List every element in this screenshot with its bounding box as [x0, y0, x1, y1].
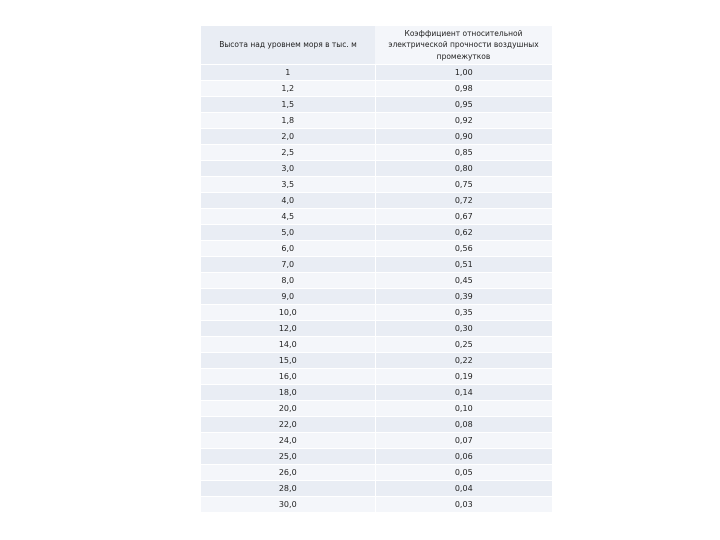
table-row [201, 369, 552, 385]
altitude-coefficient-table [201, 26, 552, 512]
coefficient-cell: 0,03 [375, 497, 552, 513]
altitude-cell: 24,0 [201, 433, 375, 449]
table-row [201, 97, 552, 113]
coefficient-cell: 0,10 [375, 401, 552, 417]
altitude-cell: 3,5 [201, 177, 375, 193]
altitude-cell: 30,0 [201, 497, 375, 513]
coefficient-cell: 0,62 [375, 225, 552, 241]
table-row [201, 209, 552, 225]
altitude-cell: 15,0 [201, 353, 375, 369]
table-row [201, 337, 552, 353]
coefficient-cell: 0,30 [375, 321, 552, 337]
coefficient-cell: 0,08 [375, 417, 552, 433]
table-row [201, 321, 552, 337]
table-row [201, 417, 552, 433]
altitude-cell: 18,0 [201, 385, 375, 401]
table-row [201, 129, 552, 145]
table-row [201, 145, 552, 161]
coefficient-cell: 1,00 [375, 65, 552, 81]
altitude-cell: 8,0 [201, 273, 375, 289]
coefficient-cell: 0,06 [375, 449, 552, 465]
table-row [201, 481, 552, 497]
table-row [201, 257, 552, 273]
coefficient-cell: 0,05 [375, 465, 552, 481]
coefficient-cell: 0,85 [375, 145, 552, 161]
coefficient-cell: 0,14 [375, 385, 552, 401]
coefficient-cell: 0,35 [375, 305, 552, 321]
coefficient-cell: 0,75 [375, 177, 552, 193]
table-header-row [201, 26, 552, 65]
coefficient-cell: 0,80 [375, 161, 552, 177]
altitude-cell: 16,0 [201, 369, 375, 385]
table-row [201, 465, 552, 481]
table-row [201, 401, 552, 417]
table-row [201, 193, 552, 209]
altitude-cell: 14,0 [201, 337, 375, 353]
table-row [201, 353, 552, 369]
altitude-cell: 4,0 [201, 193, 375, 209]
altitude-cell: 7,0 [201, 257, 375, 273]
altitude-cell: 20,0 [201, 401, 375, 417]
altitude-cell: 2,0 [201, 129, 375, 145]
table-row [201, 161, 552, 177]
altitude-cell: 1,2 [201, 81, 375, 97]
table-row [201, 273, 552, 289]
table-row [201, 177, 552, 193]
altitude-cell: 2,5 [201, 145, 375, 161]
coefficient-cell: 0,25 [375, 337, 552, 353]
altitude-cell: 1,8 [201, 113, 375, 129]
coefficient-cell: 0,45 [375, 273, 552, 289]
table-body [201, 65, 552, 513]
altitude-cell: 10,0 [201, 305, 375, 321]
coefficient-cell: 0,56 [375, 241, 552, 257]
coefficient-cell: 0,19 [375, 369, 552, 385]
header-coefficient: Коэффициент относительной электрической прочности воздушных промежутков [375, 26, 552, 65]
table-row [201, 65, 552, 81]
table-row [201, 385, 552, 401]
table-row [201, 433, 552, 449]
table-row [201, 225, 552, 241]
coefficient-cell: 0,67 [375, 209, 552, 225]
coefficient-cell: 0,39 [375, 289, 552, 305]
table-row [201, 449, 552, 465]
altitude-cell: 4,5 [201, 209, 375, 225]
header-altitude: Высота над уровнем моря в тыс. м [201, 26, 375, 65]
coefficient-cell: 0,51 [375, 257, 552, 273]
altitude-cell: 5,0 [201, 225, 375, 241]
coefficient-cell: 0,22 [375, 353, 552, 369]
coefficient-cell: 0,72 [375, 193, 552, 209]
table-row [201, 241, 552, 257]
altitude-cell: 22,0 [201, 417, 375, 433]
table-row [201, 81, 552, 97]
altitude-cell: 26,0 [201, 465, 375, 481]
coefficient-cell: 0,92 [375, 113, 552, 129]
altitude-cell: 6,0 [201, 241, 375, 257]
coefficient-cell: 0,04 [375, 481, 552, 497]
altitude-cell: 25,0 [201, 449, 375, 465]
table-row [201, 113, 552, 129]
altitude-cell: 28,0 [201, 481, 375, 497]
table-row [201, 305, 552, 321]
coefficient-cell: 0,98 [375, 81, 552, 97]
altitude-cell: 1 [201, 65, 375, 81]
coefficient-cell: 0,90 [375, 129, 552, 145]
altitude-cell: 3,0 [201, 161, 375, 177]
altitude-cell: 1,5 [201, 97, 375, 113]
altitude-cell: 12,0 [201, 321, 375, 337]
altitude-cell: 9,0 [201, 289, 375, 305]
table-row [201, 289, 552, 305]
coefficient-cell: 0,95 [375, 97, 552, 113]
table-row [201, 497, 552, 513]
coefficient-cell: 0,07 [375, 433, 552, 449]
